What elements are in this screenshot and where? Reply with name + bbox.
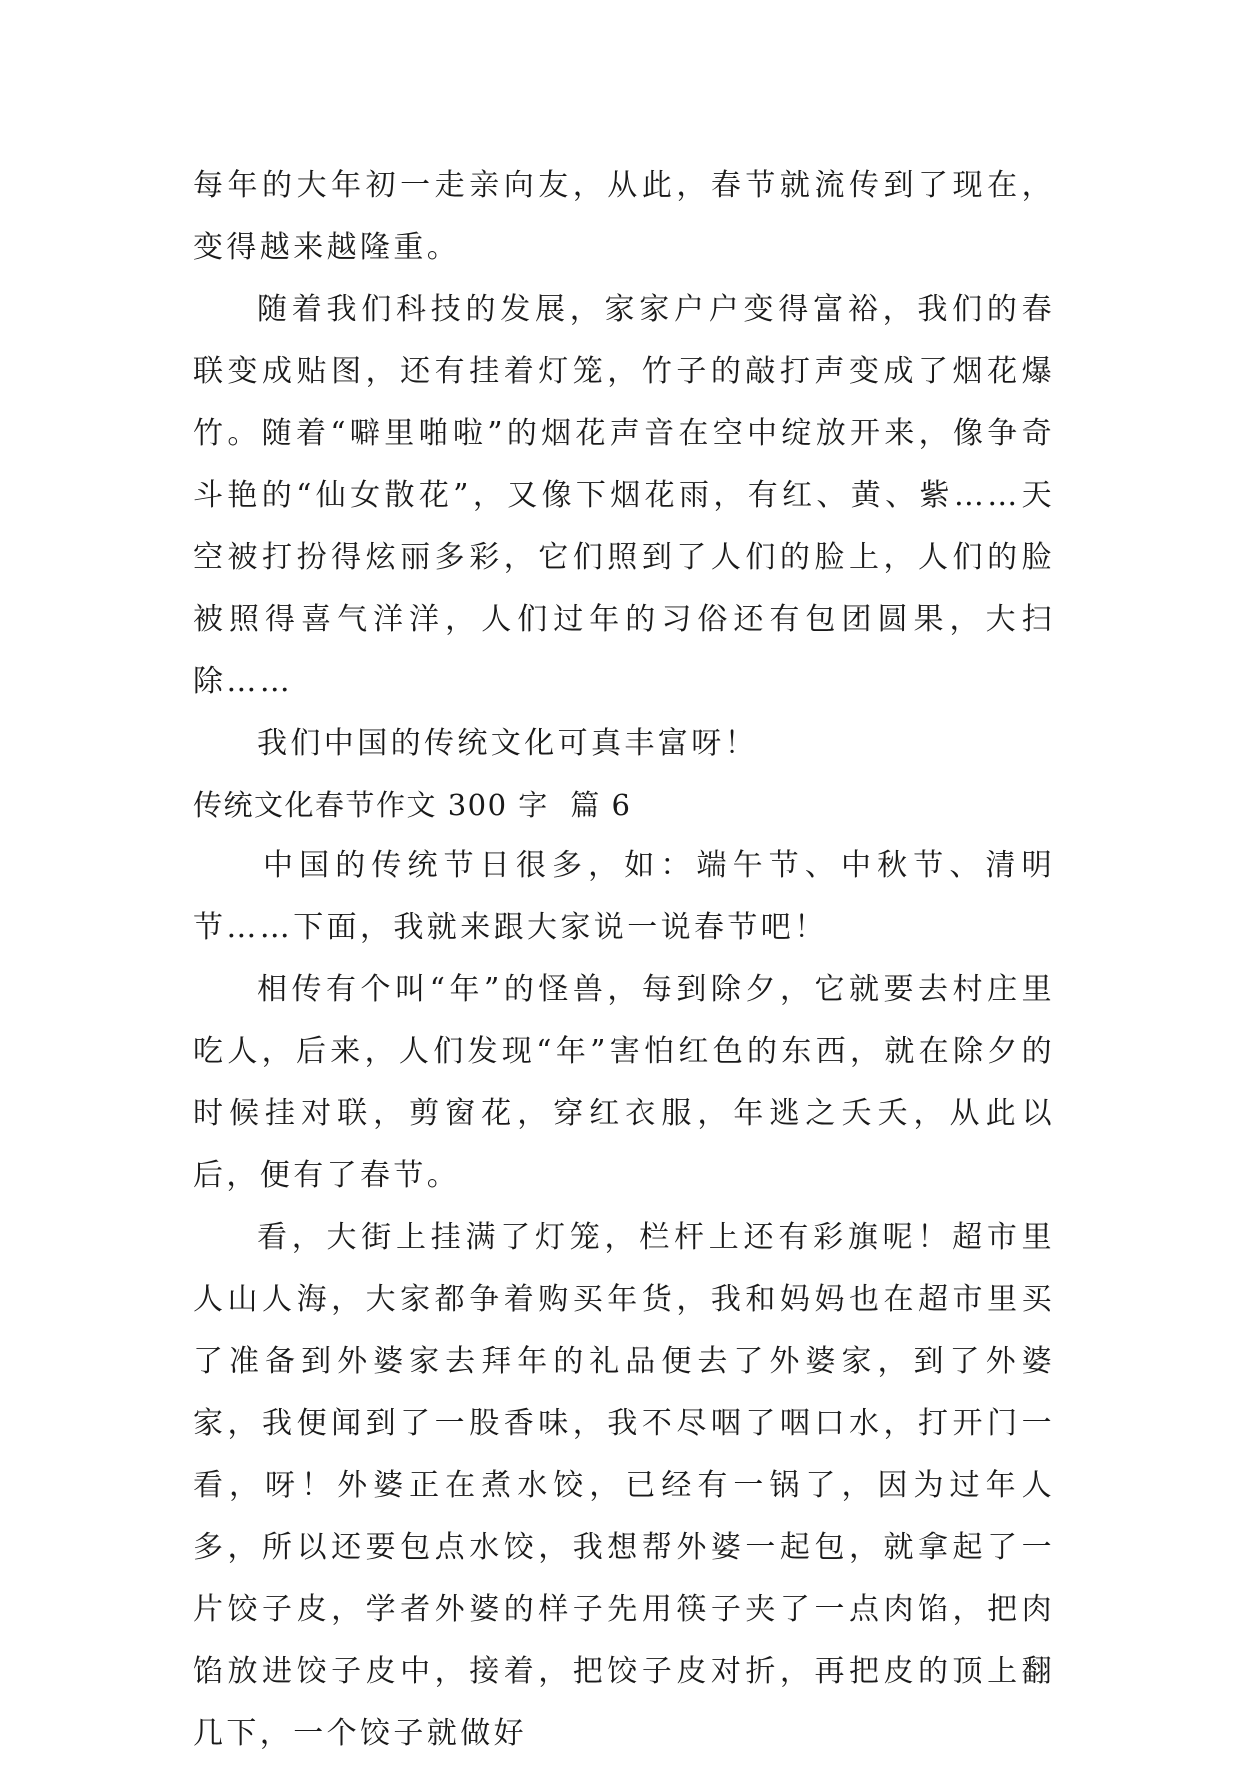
paragraph-conclusion: 我们中国的传统文化可真丰富呀！ [257, 726, 758, 761]
paragraph-legend: 相传有个叫“年”的怪兽，每到除夕，它就要去村庄里吃人，后来，人们发现“年”害怕红色的东西，就在除夕的时候挂对联，剪窗花，穿红衣服，年逃之夭夭，从此以后，便有了春节。 [193, 972, 1055, 1193]
paragraph-modern-celebration: 随着我们科技的发展，家家户户变得富裕，我们的春联变成贴图，还有挂着灯笼，竹子的敲打声变成了烟花爆竹。随着“噼里啪啦”的烟花声音在空中绽放开来，像争奇斗艳的“仙女散花”，又像下烟花雨，有红、黄、紫……天空被打扮得炫丽多彩，它们照到了人们的脸上，人们的脸被照得喜气洋洋，人们过年的习俗还有包团圆果，大扫除…… [193, 292, 1055, 699]
document-page [193, 155, 1055, 1765]
section-heading: 传统文化春节作文 300 字 篇 6 [193, 788, 632, 822]
paragraph-continuation: 每年的大年初一走亲向友，从此，春节就流传到了现在，变得越来越隆重。 [193, 168, 1055, 265]
paragraph-dumplings: 看，大街上挂满了灯笼，栏杆上还有彩旗呢！超市里人山人海，大家都争着购买年货，我和妈妈也在超市里买了准备到外婆家去拜年的礼品便去了外婆家，到了外婆家，我便闻到了一股香味，我不尽咽了咽口水，打开门一看，呀！外婆正在煮水饺，已经有一锅了，因为过年人多，所以还要包点水饺，我想帮外婆一起包，就拿起了一片饺子皮，学者外婆的样子先用筷子夹了一点肉馅，把肉馅放进饺子皮中，接着，把饺子皮对折，再把皮的顶上翻几下，一个饺子就做好 [193, 1220, 1055, 1751]
paragraph-intro: 中国的传统节日很多，如：端午节、中秋节、清明节……下面，我就来跟大家说一说春节吧！ [193, 848, 1055, 945]
